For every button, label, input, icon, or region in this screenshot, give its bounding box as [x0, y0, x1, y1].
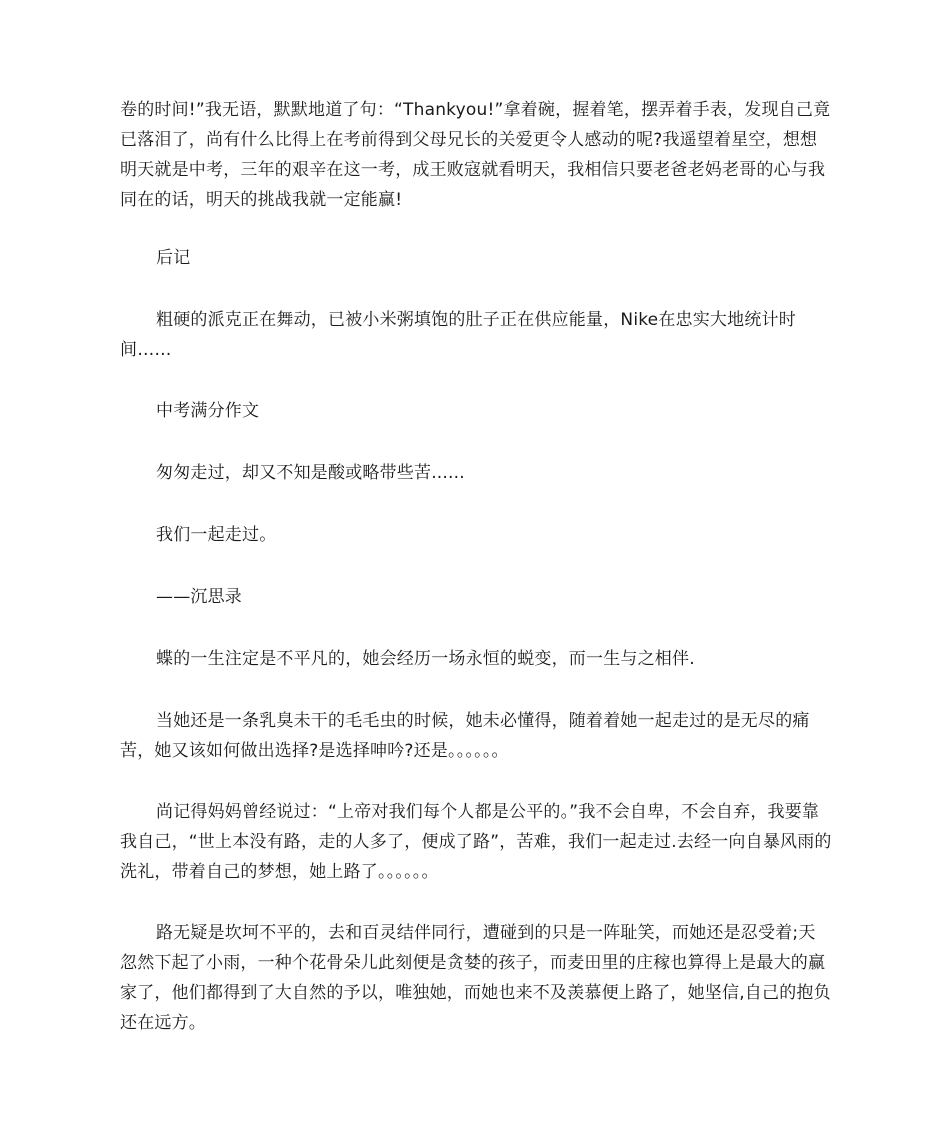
paragraph-hurried: 匆匆走过，却又不知是酸或略带些苦...... — [156, 463, 465, 483]
heading-afterword: 后记 — [156, 248, 191, 268]
paragraph-road: 路无疑是坎坷不平的，去和百灵结伴同行，遭碰到的只是一阵耻笑，而她还是忍受着;天忽然下起了小雨，一种个花骨朵儿此刻便是贪婪的孩子，而麦田里的庄稼也算得上是最大的赢家了，他们都得到了大自然的予以，唯独她，而她也来不及羡慕便上路了，她坚信,自己的抱负还在远方。 — [120, 923, 831, 1033]
paragraph-parker-pen: 粗硬的派克正在舞动，已被小米粥填饱的肚子正在供应能量，Nike在忠实大地统计时间…… — [120, 310, 796, 360]
paragraph-attribution: ——沉思录 — [156, 587, 242, 607]
paragraph-continuation: 卷的时间!”我无语，默默地道了句：“Thankyou!”拿着碗，握着笔，摆弄着手表，发现自己竟已落泪了，尚有什么比得上在考前得到父母兄长的关爱更令人感动的呢?我遥望着星空，想想明天就是中考，三年的艰辛在这一考，成王败寇就看明天，我相信只要老爸老妈老哥的心与我同在的话，明天的挑战我就一定能赢! — [120, 100, 831, 210]
paragraph-walk-together: 我们一起走过。 — [156, 525, 277, 545]
paragraph-caterpillar: 当她还是一条乳臭未干的毛毛虫的时候，她未必懂得，随着着她一起走过的是无尽的痛苦，她又该如何做出选择?是选择呻吟?还是。。。。。。 — [120, 711, 810, 761]
paragraph-mother: 尚记得妈妈曾经说过：“上帝对我们每个人都是公平的。”我不会自卑，不会自弃，我要靠我自己，“世上本没有路，走的人多了，便成了路”，苦难，我们一起走过.去经一向自暴风雨的洗礼，带着自己的梦想，她上路了。。。。。。 — [120, 802, 832, 882]
heading-essay-title: 中考满分作文 — [156, 401, 260, 421]
paragraph-butterfly: 蝶的一生注定是不平凡的，她会经历一场永恒的蜕变，而一生与之相伴. — [156, 649, 695, 669]
